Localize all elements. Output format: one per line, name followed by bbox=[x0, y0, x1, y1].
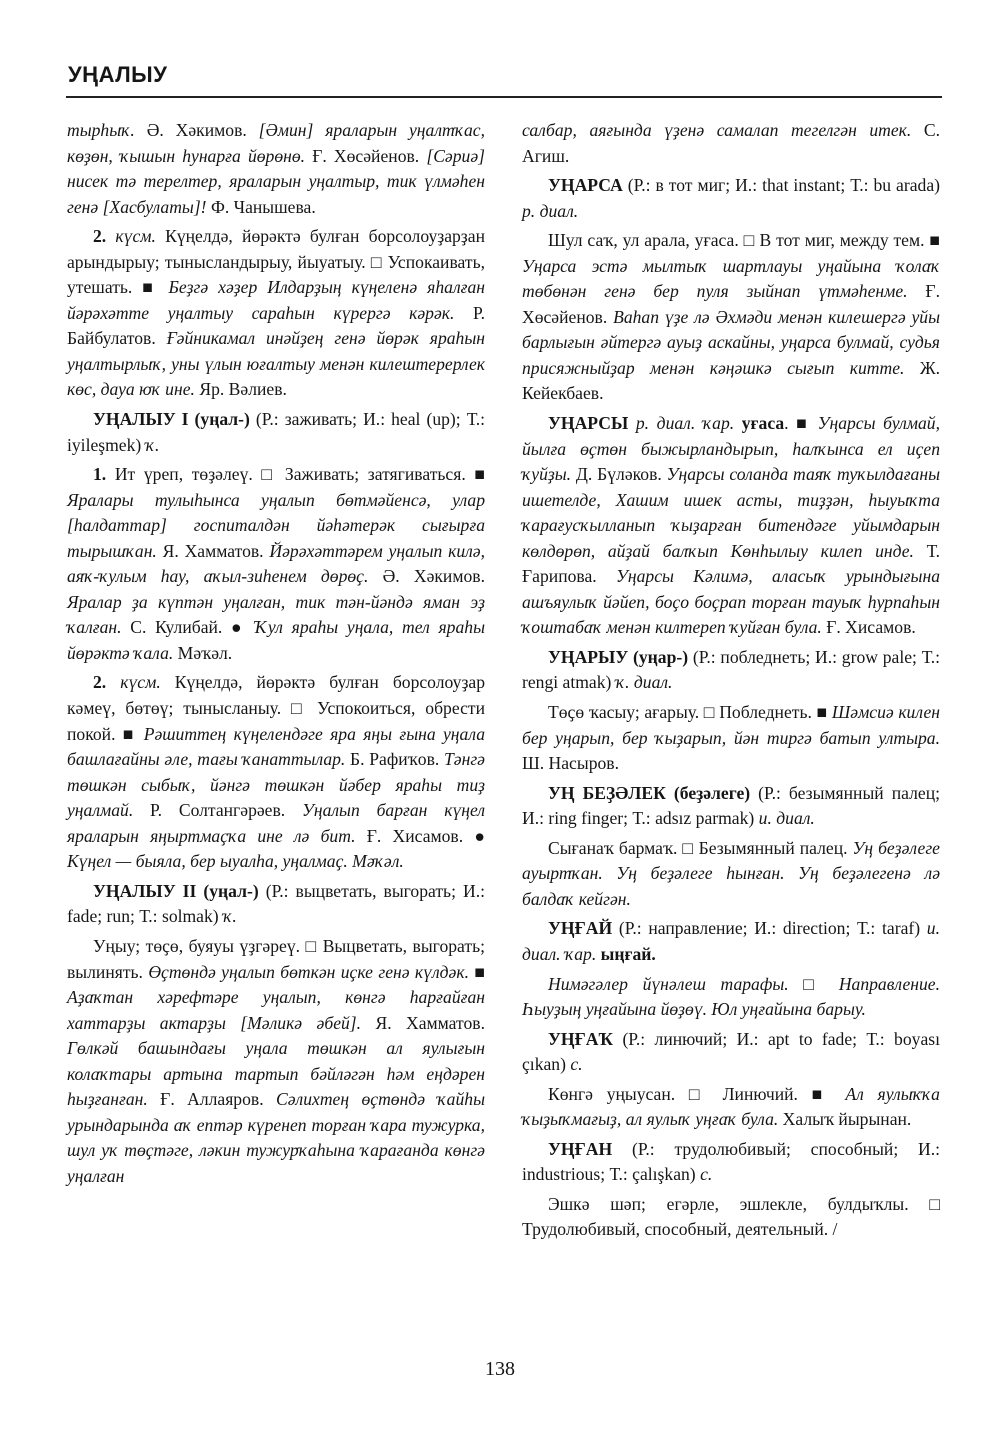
text-run: Ә. Хәкимов. bbox=[382, 566, 485, 587]
text-run: (Р.: побледнеть; И.: grow pale; Т.: rengi atmak) bbox=[522, 646, 940, 693]
text-paragraph bbox=[67, 670, 485, 874]
right-column bbox=[522, 118, 940, 1247]
text-run: Я. Хамматов. bbox=[375, 1012, 485, 1033]
headword: УҢ БЕҘӘЛЕК (беҙәлеге) bbox=[548, 782, 759, 803]
text-run: Д. Бүләков. bbox=[575, 464, 667, 485]
headword: УҢҒАҠ bbox=[548, 1028, 623, 1049]
text-run: (Р.: направление; И.: direction; Т.: taraf) bbox=[618, 918, 927, 939]
text-run: Ғ. Хөсәйенов. bbox=[522, 281, 940, 327]
text-run: Б. Рафиҡов. bbox=[350, 749, 444, 770]
text-paragraph bbox=[67, 934, 485, 1189]
italic-text: Уңалып барған күңел яраларын яңыртмаҫҡа ине лә бит. bbox=[67, 800, 486, 846]
italic-text: Күңел — быяла, бер ыуалһа, уңалмаҫ. Мәҡәл. bbox=[67, 851, 404, 872]
italic-text: [Сәриә] нисек тә терелтер, яраларын уңалтыр, тик үлмәһен генә [Хасбулаты]! bbox=[67, 145, 485, 217]
text-paragraph bbox=[522, 836, 940, 913]
italic-text: р. диал. bbox=[522, 200, 579, 221]
italic-text: Ҡул яраһы уңала, тел яраһы йөрәктә ҡала. bbox=[67, 617, 485, 663]
text-paragraph bbox=[522, 1082, 940, 1133]
italic-text: Гөлкәй башындағы уңала төшкән ал яулығын колаҡтары артына тартып бәйләгән һәм еңдәрен һыҙғанған. bbox=[67, 1038, 485, 1110]
italic-text: Сәлихтең өҫтөндә ҡайһы урындарында аҡ ептәр күренеп торған ҡара тужурка, шул уҡ төҫтәге, ләкин тужурҡаһына ҡарағанда көнгә уңалған bbox=[67, 1089, 485, 1186]
headword: уғаса bbox=[741, 413, 785, 434]
headword: УҢҒАЙ bbox=[548, 918, 619, 939]
text-run: Эшкә шәп; егәрле, эшлекле, булдыҡлы. □ Трудолюбивый, способный, деятельный. / bbox=[522, 1193, 940, 1240]
left-column bbox=[67, 118, 485, 1193]
entry-paragraph bbox=[67, 879, 485, 930]
italic-text: Өҫтөндә уңалып бөткән иҫке генә күлдәк. bbox=[148, 961, 475, 982]
text-paragraph bbox=[522, 700, 940, 777]
italic-text: Аҙаҡтан хәрефтәре уңалып, көнгә һарғайған хаттарҙы актарҙы [Мәликә әбей]. bbox=[67, 987, 485, 1033]
text-run: Т. Ғарипова. bbox=[522, 540, 940, 587]
headword: 1. bbox=[93, 464, 115, 485]
text-run: Ә. Хәкимов. bbox=[146, 120, 259, 140]
text-paragraph bbox=[522, 1192, 940, 1243]
italic-text: Уңарсы булмай, йылға өҫтөн быжырландырып, һалҡынса ел иҫеп ҡуйҙы. bbox=[522, 413, 940, 485]
italic-text: Йәрәхәттәрем уңалып килә, аяҡ-ҡулым һау, аҡыл-зиһенем дөрөҫ. bbox=[67, 540, 486, 587]
text-run: Ит үреп, төҙәлеү. □ Заживать; затягиваться. ■ bbox=[114, 464, 485, 485]
italic-text: Яралар ҙа күптән уңалған, тик тән-йәндә яман эҙ ҡалған. bbox=[67, 591, 485, 638]
italic-text: с. bbox=[700, 1164, 713, 1185]
italic-text: Һыуҙың уңғайына йөҙөү. Юл уңғайына барыу. bbox=[522, 999, 866, 1020]
text-run: Шул саҡ, ул арала, уғаса. □ В тот миг, между тем. ■ bbox=[548, 230, 940, 251]
text-run: Ф. Чанышева. bbox=[210, 196, 316, 217]
headword: 2. bbox=[93, 672, 121, 693]
text-paragraph bbox=[67, 462, 485, 666]
entry-paragraph bbox=[67, 407, 485, 458]
italic-text: тырһыҡ. bbox=[67, 120, 147, 140]
text-run: Яр. Вәлиев. bbox=[199, 379, 287, 400]
entry-paragraph bbox=[522, 1137, 940, 1188]
text-run: Ғ. Аллаяров. bbox=[160, 1089, 276, 1110]
italic-text: Уң беҙәлеге ауыртҡан. Уң беҙәлеге һынған. Уң беҙәлегенә лә балдаҡ кейгән. bbox=[522, 837, 940, 909]
italic-text: Яралары тулыһынса уңалып бөтмәйенсә, улар [һалдаттар] госпиталдән йәһәтерәк сығырға тырышҡан. bbox=[67, 489, 485, 561]
text-run: (Р.: трудолюбивый; способный; И.: industrious; Т.: çalışkan) bbox=[522, 1138, 940, 1185]
italic-text: с. bbox=[570, 1054, 583, 1075]
italic-text: Нимәгәлер йүнәлеш тарафы. □ Направление. bbox=[548, 973, 940, 994]
text-run: Р. Байбулатов. bbox=[67, 302, 485, 349]
italic-text: Ваһап үҙе лә Әхмәди менән килешергә уйы барлығын әйтергә ауыҙ аскайны, уңарса булмай, судья присяжныйҙар менән кәңәшкә сығып китте. bbox=[522, 306, 940, 378]
italic-text: ҡ. bbox=[145, 434, 160, 455]
italic-text: Уңарсы Кәлимә, аласыҡ урындығына ашъяулыҡ йәйеп, боҫо боҫрап торған тауыҡ һурпаһын ҡоштабаҡ менән килтереп ҡуйған була. bbox=[522, 566, 940, 638]
italic-text: Рәшиттең күңелендәге яра яңы ғына уңала башлағайны әле, тағы ҡанаттылар. bbox=[67, 723, 485, 770]
text-run: ■ bbox=[474, 961, 485, 982]
text-run: (Р.: в тот миг; И.: that instant; Т.: bu arada) bbox=[627, 175, 940, 196]
headword: 2. bbox=[93, 226, 116, 247]
text-run: С. Агиш. bbox=[522, 120, 940, 166]
text-paragraph bbox=[522, 118, 940, 169]
entry-paragraph bbox=[522, 781, 940, 832]
text-run: Ж. Кейекбаев. bbox=[522, 357, 940, 404]
headword: УҢАЛЫУ I (уңал-) bbox=[93, 409, 256, 430]
text-run: Я. Хамматов. bbox=[162, 540, 270, 561]
italic-text: Ал яулыҡҡа ҡыҙыҡмағыҙ, ал яулыҡ уңғаҡ була. bbox=[522, 1083, 940, 1130]
text-run: Ғ. Хисамов. bbox=[826, 617, 916, 638]
headword: УҢАЛЫУ II (уңал-) bbox=[93, 880, 266, 901]
text-paragraph bbox=[522, 972, 940, 1023]
headword: ыңғай. bbox=[600, 943, 656, 964]
entry-paragraph bbox=[522, 916, 940, 967]
text-run: Көнгә уңыусан. □ Линючий. ■ bbox=[548, 1083, 846, 1104]
text-run: (Р.: заживать; И.: heal (up); Т.: iyileşmek) bbox=[67, 409, 485, 455]
headword: УҢҒАН bbox=[548, 1138, 632, 1159]
entry-paragraph bbox=[522, 411, 940, 641]
page-number: 138 bbox=[485, 1358, 515, 1380]
text-run: Күңелдә, йөрәктә булған борсолоуҙарҙан арындырыу; тынысландырыу, йыуатыу. □ Успокаивать, утешать. ■ bbox=[67, 226, 485, 298]
text-run: Ғ. Хисамов. ● bbox=[366, 825, 485, 846]
entry-paragraph bbox=[522, 173, 940, 224]
italic-text: и. диал. bbox=[758, 808, 815, 829]
italic-text: [Әмин] яраларын уңалтҡас, көҙөн, ҡышын һунарға йөрөнө. bbox=[67, 120, 485, 166]
header-rule bbox=[66, 96, 942, 98]
italic-text: ҡ. диал. bbox=[615, 672, 673, 693]
entry-paragraph bbox=[522, 645, 940, 696]
italic-text: Тәнгә төшкән сыбыҡ, йәнгә төшкән йәбер яраһы тиҙ уңалмай. bbox=[67, 749, 485, 821]
text-run: (Р.: линючий; И.: apt to fade; Т.: boyası çıkan) bbox=[522, 1028, 940, 1075]
italic-text: күсм. bbox=[120, 672, 175, 693]
text-run: Күңелдә, йөрәктә булған борсолоуҙар кәмеү, бөтөү; тынысланыу. □ Успокоиться, обрести покой. ■ bbox=[67, 672, 485, 744]
text-run: (Р.: выцветать, выгорать; И.: fade; run; Т.: solmak) bbox=[67, 880, 485, 927]
text-run: Уңыу; төҫө, буяуы үҙгәреү. □ Выцветать, выгорать; вылинять. bbox=[67, 935, 485, 982]
italic-text: Ғәйникамал инәйҙең генә йөрәк яраһын уңалтырлыҡ, уны үлын юғалтыу менән килештерерлек көс, дауа юҡ ине. bbox=[67, 328, 486, 400]
entry-paragraph bbox=[522, 1027, 940, 1078]
text-paragraph bbox=[67, 118, 485, 220]
text-paragraph bbox=[522, 228, 940, 407]
headword: УҢАРСА bbox=[548, 175, 628, 196]
text-run: Халыҡ йырынан. bbox=[782, 1109, 912, 1130]
text-run: Төҫө ҡасыу; ағарыу. □ Побледнеть. ■ bbox=[548, 702, 832, 723]
text-run: Мәҡәл. bbox=[177, 642, 233, 663]
text-run: (Р.: безымянный палец; И.: ring finger; Т.: adsız parmak) bbox=[522, 782, 940, 829]
italic-text: ҡ. bbox=[223, 906, 237, 927]
italic-text: Уңарса эстә мылтыҡ шартлауы уңайына ҡолаҡ төбөнән генә бер пуля зыйнап үтмәһенме. bbox=[522, 255, 940, 302]
text-run: . ■ bbox=[784, 413, 818, 434]
italic-text: р. диал. ҡар. bbox=[635, 413, 742, 434]
italic-text: Шәмсиә килен бер уңарып, бер ҡыҙарып, йән тиргә батып ултыра. bbox=[522, 702, 940, 748]
italic-text: Уңарсы соланда таяҡ туҡылдағаны ишетелде, Хашим ишек асты, тиҙҙән, һыуыҡта ҡарағусҡылланып ҡыҙарған битендәге уйымдарын көлдөрөп, айҙай балҡып Көнһылыу килеп инде. bbox=[522, 464, 940, 561]
italic-text: Беҙгә хәҙер Илдарҙың күңеленә яһалған йәрәхәтте уңалтыу сараһын күрергә кәрәк. bbox=[67, 277, 486, 323]
italic-text: салбар, аяғында үҙенә самалап тегелгән итек. bbox=[522, 120, 924, 140]
text-run: Р. Солтангәрәев. bbox=[150, 800, 303, 821]
text-run: Сығанаҡ бармаҡ. □ Безымянный палец. bbox=[548, 837, 853, 858]
italic-text: и. диал. ҡар. bbox=[522, 918, 940, 964]
text-run: С. Кулибай. ● bbox=[130, 617, 255, 638]
text-paragraph bbox=[67, 224, 485, 403]
text-run: Ғ. Хөсәйенов. bbox=[312, 145, 427, 166]
text-run: Ш. Насыров. bbox=[522, 753, 619, 774]
headword: УҢАРЫУ (уңар-) bbox=[548, 646, 693, 667]
running-head: УҢАЛЫУ bbox=[68, 62, 168, 87]
italic-text: күсм. bbox=[115, 226, 166, 247]
headword: УҢАРСЫ bbox=[548, 413, 636, 434]
